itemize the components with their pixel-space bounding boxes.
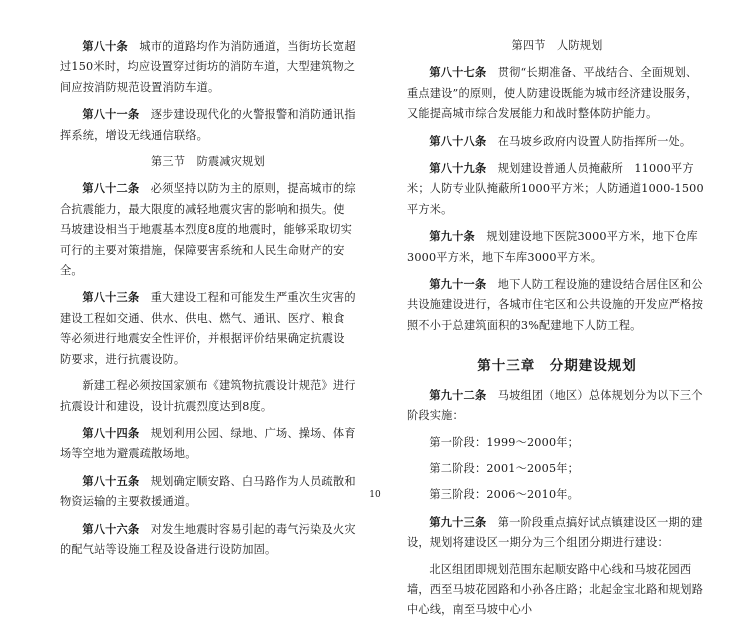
article-text: 规划确定顺安路、白马路作为人员疏散和物资运输的主要救援通道。 bbox=[60, 474, 356, 509]
article-paragraph bbox=[407, 158, 707, 220]
article-number: 第八十二条 bbox=[82, 181, 140, 196]
article-paragraph bbox=[407, 62, 707, 124]
page-number: 10 bbox=[369, 490, 381, 500]
article-paragraph bbox=[407, 274, 707, 336]
article-number: 第九十三条 bbox=[429, 514, 487, 529]
article-text: 城市的道路均作为消防通道，当街坊长宽超过150米时，均应设置穿过街坊的消防车道，大型建筑物之间应按消防规范设置消防车道。 bbox=[60, 40, 356, 94]
article-number: 第八十条 bbox=[82, 39, 128, 53]
article-text: 规划建设普通人员掩蔽所 11000平方米；人防专业队掩蔽所1000平方米；人防通道1000-1500平方米。 bbox=[407, 162, 704, 216]
article-number: 第八十八条 bbox=[429, 133, 487, 148]
article-paragraph bbox=[60, 423, 356, 465]
article-text: 第一阶段重点搞好试点镇建设区一期的建设，规划将建设区一期分为三个组团分期进行建设： bbox=[407, 515, 703, 550]
article-paragraph bbox=[407, 512, 707, 554]
paragraph bbox=[60, 376, 356, 417]
article-number: 第八十六条 bbox=[82, 521, 140, 536]
phase-line: 第一阶段：1999～2000年； bbox=[429, 435, 580, 449]
phase-line: 第三阶段：2006～2010年。 bbox=[429, 488, 580, 502]
article-number: 第九十条 bbox=[429, 229, 475, 244]
article-paragraph bbox=[60, 178, 356, 281]
article-number: 第八十五条 bbox=[82, 473, 140, 488]
article-paragraph bbox=[60, 287, 356, 370]
article-paragraph bbox=[407, 385, 707, 427]
article-number: 第八十三条 bbox=[82, 290, 140, 305]
article-text: 在马坡乡政府内设置人防指挥所一处。 bbox=[497, 134, 692, 148]
article-text: 规划利用公园、绿地、广场、操场、体育场等空地为避震疏散场地。 bbox=[60, 426, 356, 461]
article-text: 北区组团即规划范围东起顺安路中心线和马坡花园西墙，西至马坡花园路和小孙各庄路；北起金宝北路和规划路中心线，南至马坡中心小 bbox=[407, 562, 704, 617]
article-text: 贯彻“长期准备、平战结合、全面规划、重点建设”的原则，使人防建设既能为城市经济建设服务，又能提高城市综合发展能力和战时整体防护能力。 bbox=[407, 66, 698, 121]
section-title: 第四节 人防规划 bbox=[511, 39, 603, 52]
article-number: 第八十七条 bbox=[429, 65, 487, 80]
section-title: 第三节 防震减灾规划 bbox=[151, 155, 265, 169]
article-paragraph bbox=[60, 519, 356, 561]
article-text: 地下人防工程设施的建设结合居住区和公共设施建设进行，各城市住宅区和公共设施的开发应严格按照不小于总建筑面积的3%配建地下人防工程。 bbox=[407, 278, 704, 332]
article-number: 第八十四条 bbox=[82, 425, 140, 440]
phase-line: 第二阶段：2001～2005年； bbox=[429, 461, 580, 475]
article-paragraph bbox=[60, 104, 356, 146]
article-paragraph bbox=[407, 131, 707, 152]
article-text: 马坡组团（地区）总体规划分为以下三个阶段实施： bbox=[407, 388, 703, 423]
article-text: 新建工程必须按国家颁布《建筑物抗震设计规范》进行抗震设计和建设，设计抗震烈度达到8度。 bbox=[60, 379, 356, 413]
left-column bbox=[60, 36, 356, 566]
article-paragraph bbox=[60, 36, 356, 98]
article-number: 第八十一条 bbox=[82, 107, 140, 122]
chapter-title: 第十三章 分期建设规划 bbox=[477, 358, 637, 375]
article-text: 规划建设地下医院3000平方米，地下仓库3000平方米，地下车库3000平方米。 bbox=[407, 230, 698, 264]
article-text: 对发生地震时容易引起的毒气污染及火灾的配气站等设施工程及设备进行设防加固。 bbox=[60, 522, 356, 556]
article-text: 逐步建设现代化的火警报警和消防通讯指挥系统，增设无线通信联络。 bbox=[60, 108, 356, 142]
article-number: 第九十一条 bbox=[429, 277, 487, 292]
article-text: 重大建设工程和可能发生严重次生灾害的建设工程如交通、供水、供电、燃气、通讯、医疗、粮食等必须进行地震安全性评价，并根据评价结果确定抗震设防要求，进行抗震设防。 bbox=[60, 291, 356, 366]
paragraph bbox=[407, 560, 707, 621]
article-number: 第九十二条 bbox=[429, 387, 487, 402]
article-number: 第八十九条 bbox=[429, 161, 487, 176]
article-text: 必须坚持以防为主的原则，提高城市的综合抗震能力，最大限度的减轻地震灾害的影响和损失。使马坡建设相当于地震基本烈度8度的地震时，能够采取切实可行的主要对策措施，保障要害系统和人民生命财产的安全。 bbox=[60, 182, 356, 278]
article-paragraph bbox=[407, 226, 707, 268]
right-column bbox=[407, 36, 707, 627]
